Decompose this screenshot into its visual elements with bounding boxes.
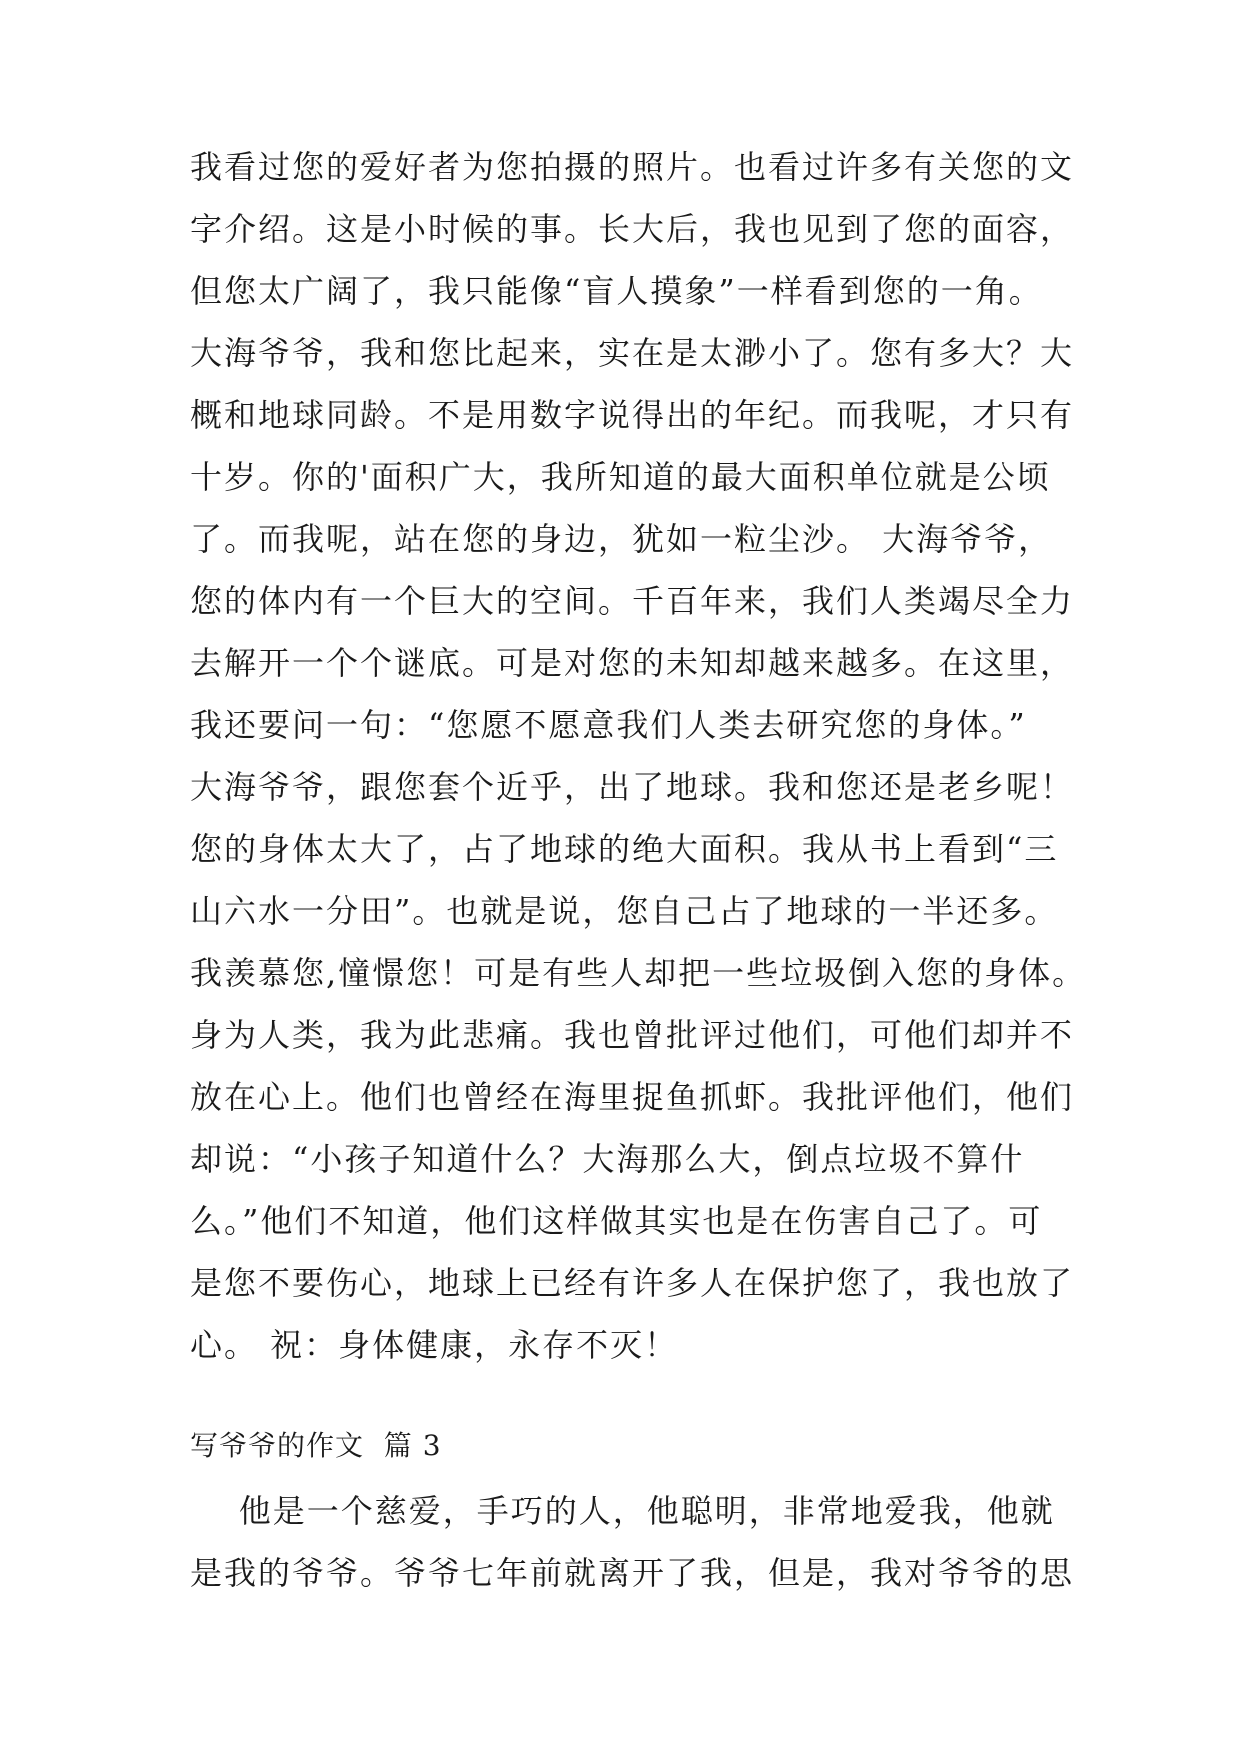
body-line: 他是一个慈爱，手巧的人，他聪明，非常地爱我，他就	[190, 1492, 1055, 1530]
body-line: 是我的爷爷。爷爷七年前就离开了我，但是，我对爷爷的思	[190, 1554, 1075, 1592]
body-line: 却说：“小孩子知道什么？大海那么大，倒点垃圾不算什	[190, 1140, 1025, 1178]
body-line: 身为人类，我为此悲痛。我也曾批评过他们，可他们却并不	[190, 1016, 1075, 1054]
body-line: 了。而我呢，站在您的身边，犹如一粒尘沙。 大海爷爷，	[190, 520, 1053, 558]
body-line: 去解开一个个谜底。可是对您的未知却越来越多。在这里，	[190, 644, 1075, 682]
body-line: 我还要问一句：“您愿不愿意我们人类去研究您的身体。”	[190, 706, 1027, 744]
body-line: 十岁。你的'面积广大，我所知道的最大面积单位就是公顷	[190, 458, 1051, 496]
body-line: 么。”他们不知道，他们这样做其实也是在伤害自己了。可	[190, 1202, 1043, 1240]
body-line: 我羡慕您,憧憬您！可是有些人却把一些垃圾倒入您的身体。	[190, 954, 1087, 992]
body-line: 您的体内有一个巨大的空间。千百年来，我们人类竭尽全力	[190, 582, 1075, 620]
body-line: 大海爷爷，我和您比起来，实在是太渺小了。您有多大？大	[190, 334, 1075, 372]
body-line: 山六水一分田”。也就是说，您自己占了地球的一半还多。	[190, 892, 1059, 930]
body-line: 是您不要伤心，地球上已经有许多人在保护您了，我也放了	[190, 1264, 1075, 1302]
body-line: 我看过您的爱好者为您拍摄的照片。也看过许多有关您的文	[190, 148, 1075, 186]
body-line: 概和地球同龄。不是用数字说得出的年纪。而我呢，才只有	[190, 396, 1075, 434]
body-line: 大海爷爷，跟您套个近乎，出了地球。我和您还是老乡呢！	[190, 768, 1075, 806]
body-line: 字介绍。这是小时候的事。长大后，我也见到了您的面容，	[190, 210, 1075, 248]
body-line: 心。 祝：身体健康，永存不灭！	[190, 1326, 679, 1364]
body-line: 您的身体太大了，占了地球的绝大面积。我从书上看到“三	[190, 830, 1059, 868]
body-line: 放在心上。他们也曾经在海里捉鱼抓虾。我批评他们，他们	[190, 1078, 1075, 1116]
section-heading: 写爷爷的作文 篇 3	[190, 1429, 442, 1462]
body-line: 但您太广阔了，我只能像“盲人摸象”一样看到您的一角。	[190, 272, 1043, 310]
